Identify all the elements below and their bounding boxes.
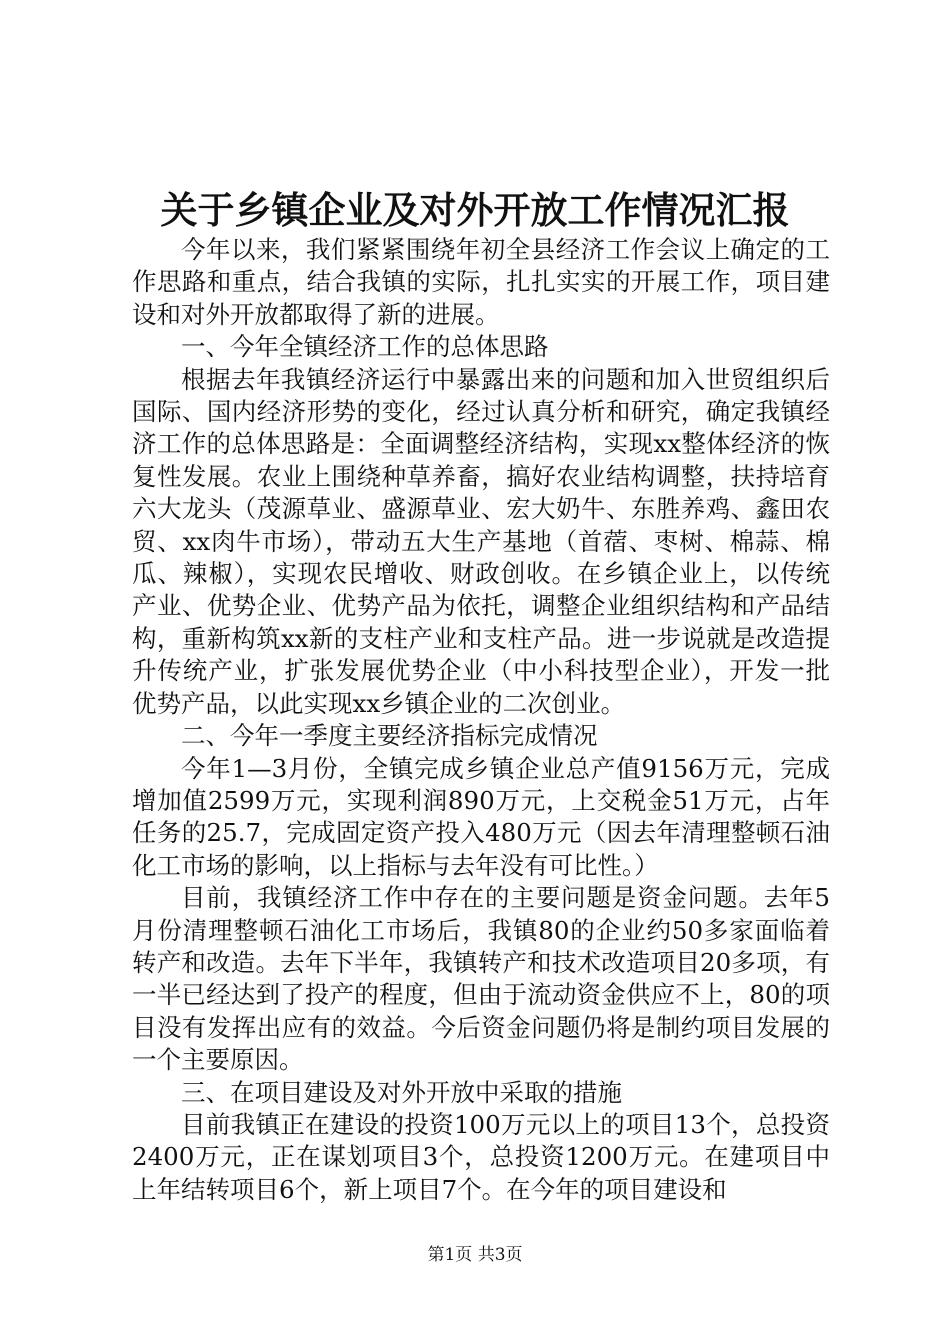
section-heading-1: 一、今年全镇经济工作的总体思路 [181, 332, 549, 362]
paragraph-main-problem: 目前，我镇经济工作中存在的主要问题是资金问题。去年5月份清理整顿石油化工市场后，我镇80的企业约50多家面临着转产和改造。去年下半年，我镇转产和技术改造项目20多项，有一半已经达到了投产的程度，但由于流动资金供应不上，80的项目没有发挥出应有的效益。今后资金问题仍将是制约项目发展的一个主要原因。 [132, 883, 830, 1075]
document-body [132, 234, 830, 1206]
paragraph-overall-approach: 根据去年我镇经济运行中暴露出来的问题和加入世贸组织后国际、国内经济形势的变化，经过认真分析和研究，确定我镇经济工作的总体思路是：全面调整经济结构，实现xx整体经济的恢复性发展。农业上围绕种草养畜，搞好农业结构调整，扶持培育六大龙头（茂源草业、盛源草业、宏大奶牛、东胜养鸡、鑫田农贸、xx肉牛市场），带动五大生产基地（首蓿、枣树、棉蒜、棉瓜、辣椒），实现农民增收、财政创收。在乡镇企业上，以传统产业、优势企业、优势产品为依托，调整企业组织结构和产品结构，重新构筑xx新的支柱产业和支柱产品。进一步说就是改造提升传统产业，扩张发展优势企业（中小科技型企业），开发一批优势产品，以此实现xx乡镇企业的二次创业。 [132, 364, 830, 718]
section-heading-3: 三、在项目建设及对外开放中采取的措施 [181, 1077, 622, 1107]
paragraph-intro: 今年以来，我们紧紧围绕年初全县经济工作会议上确定的工作思路和重点，结合我镇的实际，扎扎实实的开展工作，项目建设和对外开放都取得了新的进展。 [132, 235, 830, 329]
page-number-footer: 第1页 共3页 [427, 1245, 523, 1265]
section-heading-2: 二、今年一季度主要经济指标完成情况 [181, 721, 598, 751]
paragraph-project-measures: 目前我镇正在建设的投资100万元以上的项目13个，总投资2400万元，正在谋划项目3个，总投资1200万元。在建项目中上年结转项目6个，新上项目7个。在今年的项目建设和 [132, 1109, 830, 1204]
document-title: 关于乡镇企业及对外开放工作情况汇报 [160, 188, 790, 232]
paragraph-q1-indicators: 今年1—3月份，全镇完成乡镇企业总产值9156万元，完成增加值2599万元，实现利润890万元，上交税金51万元，占年任务的25.7，完成固定资产投入480万元（因去年清理整顿石油化工市场的影响，以上指标与去年没有可比性。） [132, 753, 830, 880]
